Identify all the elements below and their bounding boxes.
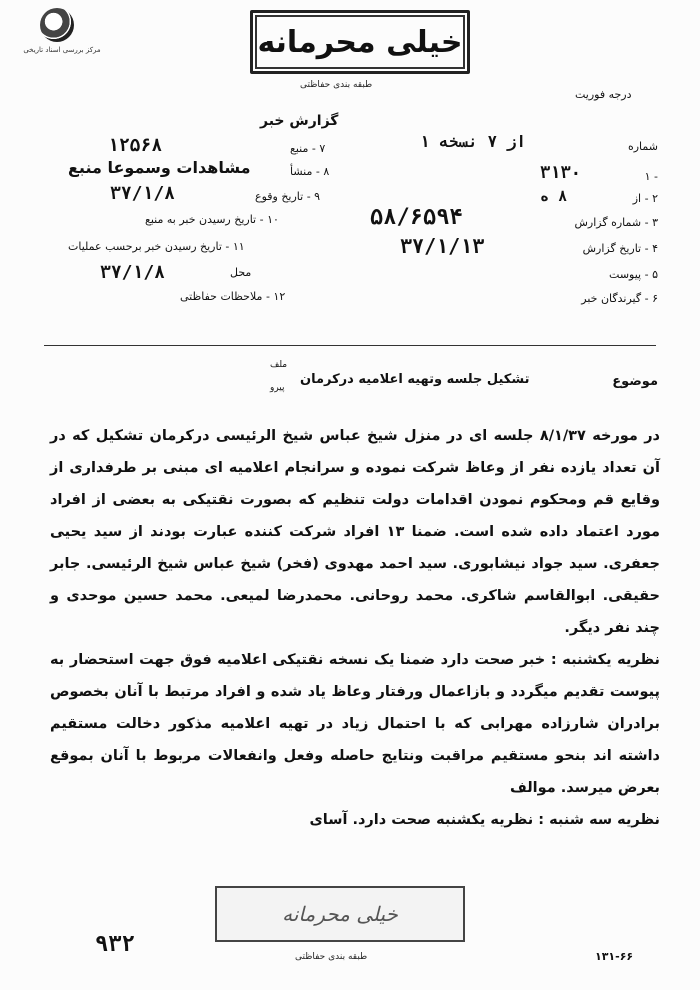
classification-label-bottom: طبقه بندی حفاظتی bbox=[295, 952, 368, 962]
field-location-label: محل bbox=[230, 266, 252, 279]
field-9-value: ۳۷/۱/۸ bbox=[110, 183, 176, 204]
field-8-label: ۸ - منشأ bbox=[290, 165, 330, 178]
archive-logo-icon bbox=[40, 8, 74, 42]
report-body bbox=[50, 420, 660, 836]
field-2-label: ۲ - از bbox=[632, 192, 658, 205]
field-3-value: ۵۸/۶۵۹۴ bbox=[370, 205, 463, 230]
field-1-label: ۱ - bbox=[644, 170, 658, 183]
subject-text: تشکیل جلسه وتهیه اعلامیه درکرمان bbox=[300, 372, 530, 387]
field-5-label: ۵ - پیوست bbox=[609, 268, 658, 281]
classification-stamp-bottom: خیلی محرمانه bbox=[215, 886, 465, 942]
margin-note-top: ملف bbox=[270, 360, 288, 370]
field-8-value: مشاهدات وسموعا منبع bbox=[68, 158, 251, 177]
subject-label: موضوع bbox=[612, 374, 658, 389]
priority-label: درجه فوریت bbox=[575, 88, 632, 101]
field-10-label: ۱۰ - تاریخ رسیدن خبر به منبع bbox=[145, 213, 279, 226]
classification-label-top: طبقه بندی حفاظتی bbox=[300, 80, 373, 90]
field-2-value: ۸ ه bbox=[540, 187, 568, 205]
archive-logo bbox=[14, 8, 110, 56]
document-code: ۱۳۱-۶۶ bbox=[595, 950, 634, 963]
margin-note-bottom: پیرو bbox=[270, 383, 285, 393]
body-paragraph: نظریه یکشنبه : خبر صحت دارد ضمنا یک نسخه نقتیکی اعلامیه فوق جهت استحضار به پیوست تقدیم میگردد و بازاعمال ورفتار وعاظ یاد شده و افراد مرتبط با آنان بخصوص برادران شارزاده مهرابی که با احتمال زیاد در تهیه اعلامیه مذکور دخالت مستقیم داشته اند بنحو مستقیم مراقبت ونتایج حاصله وفعل وانفعالات مربوط با آنان بموقع بعرض میرسد. موالف bbox=[50, 652, 660, 796]
field-11-label: ۱۱ - تاریخ رسیدن خبر برحسب عملیات bbox=[68, 240, 245, 253]
field-9-label: ۹ - تاریخ وقوع bbox=[255, 190, 321, 203]
field-4-label: ۴ - تاریخ گزارش bbox=[582, 242, 658, 255]
body-paragraph: نظریه سه شنبه : نظریه یکشنبه صحت دارد. آسای bbox=[309, 812, 660, 828]
field-11-value: ۳۷/۱/۸ bbox=[100, 262, 166, 283]
field-1-value: ۳۱۳۰ bbox=[540, 163, 581, 183]
body-paragraph: در مورخه ۸/۱/۳۷ جلسه ای در منزل شیخ عباس شیخ الرئیسی درکرمان تشکیل که در آن تعداد یازده نفر از وعاظ شرکت نموده و سرانجام اعلامیه ای مبنی بر طرفداری از وقایع قم ومحکوم نمودن اقدامات دولت تنظیم که بصورت نقتیکی به بعضی از افراد مورد اعتماد داده شده است. ضمنا ۱۳ افراد شرکت کننده عبارت بودند از سید یحیی جعفری. سید جواد نیشابوری. سید احمد مهدوی (فخر) شیخ عباس شیخ الرئیسی. جابر حقیقی. ابوالقاسم شاکری. محمد روحانی. محمدرضا لمیعی. محمد حسین موحدی و چند نفر دیگر. bbox=[50, 428, 660, 636]
report-title: گزارش خبر bbox=[260, 113, 339, 129]
logo-caption: مرکز بررسی اسناد تاریخی bbox=[23, 46, 101, 54]
field-4-value: ۳۷/۱/۱۳ bbox=[400, 234, 485, 258]
field-7-label: ۷ - منبع bbox=[290, 142, 326, 155]
field-serial-value: از ۷ نسخه ۱ bbox=[420, 132, 526, 151]
classification-stamp-top: خیلی محرمانه bbox=[250, 10, 470, 74]
field-6-label: ۶ - گیرندگان خبر bbox=[581, 292, 658, 305]
field-12-label: ۱۲ - ملاحظات حفاظتی bbox=[180, 290, 286, 303]
field-3-label: ۳ - شماره گزارش bbox=[574, 216, 658, 229]
field-serial-label: شماره bbox=[627, 140, 658, 153]
header-divider bbox=[44, 345, 656, 346]
field-7-value: ۱۲۵۶۸ bbox=[108, 135, 163, 156]
handwritten-number: ۹۳۲ bbox=[95, 932, 135, 957]
